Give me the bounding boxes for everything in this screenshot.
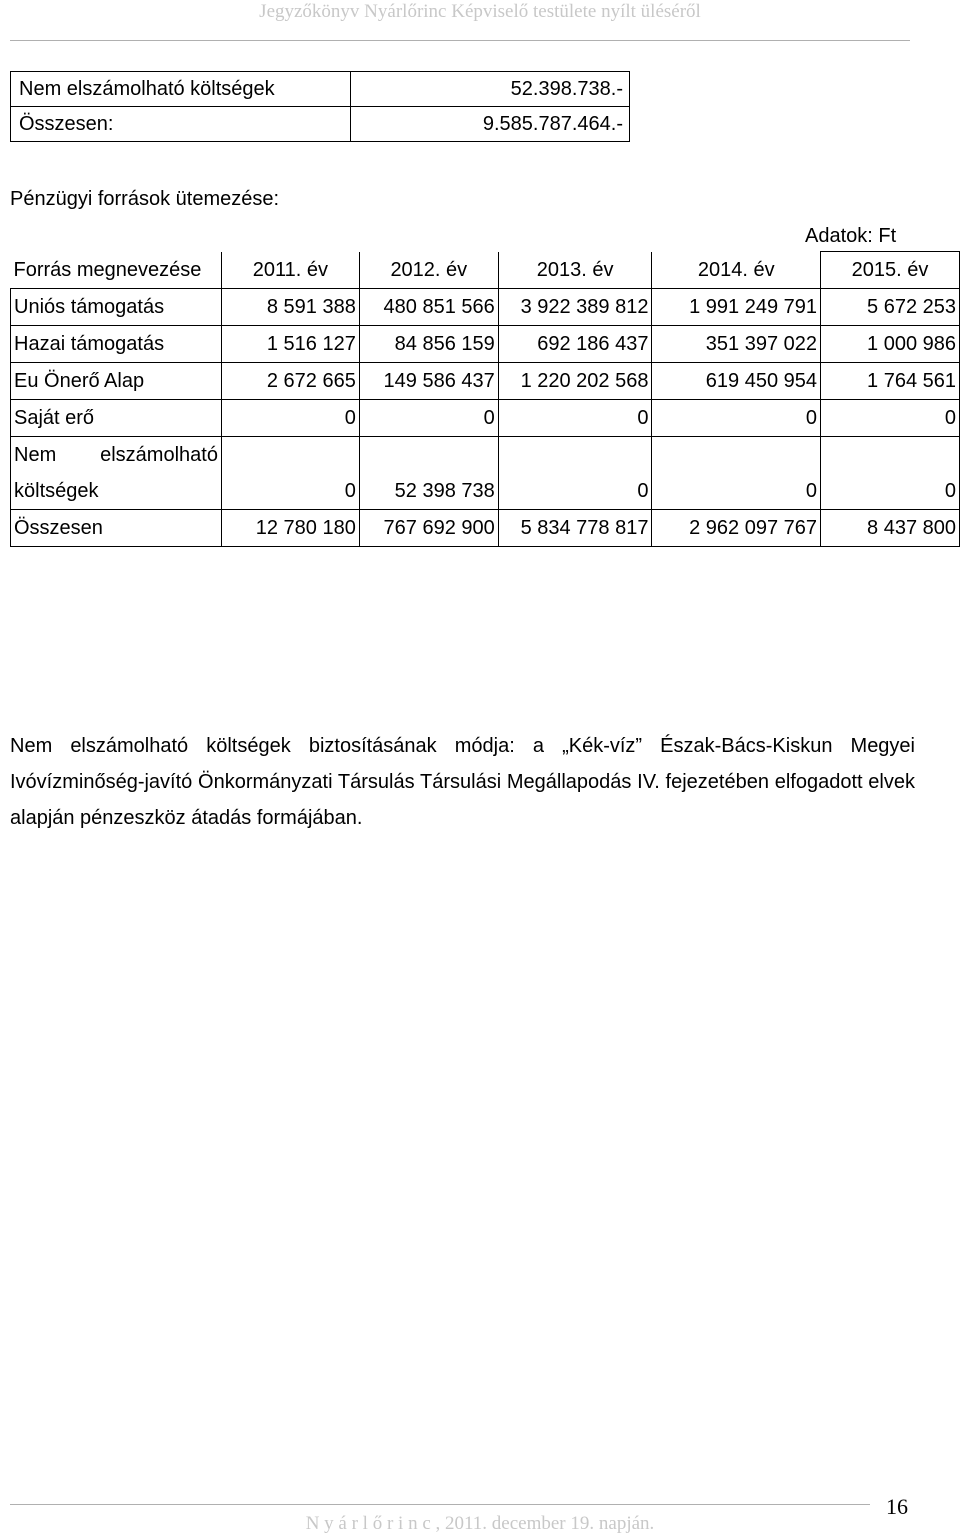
table-cell: 351 397 022: [652, 326, 821, 363]
column-header: 2012. év: [359, 252, 498, 289]
page-header: Jegyzőkönyv Nyárlőrinc Képviselő testülete nyílt üléséről: [259, 1, 701, 22]
table-cell: 1 764 561: [821, 363, 960, 400]
table-cell: 0: [221, 400, 359, 437]
page-footer: N y á r l ő r i n c , 2011. december 19. napján.: [305, 1513, 655, 1534]
table-cell: 84 856 159: [359, 326, 498, 363]
table-cell: 1 220 202 568: [498, 363, 652, 400]
table-row: [11, 289, 960, 326]
summary-value: 9.585.787.464.-: [351, 107, 630, 142]
table-cell: 692 186 437: [498, 326, 652, 363]
column-header: 2011. év: [221, 252, 359, 289]
section-title: Pénzügyi források ütemezése:: [10, 188, 280, 210]
row-label: Eu Önerő Alap: [11, 363, 222, 400]
footer-rule: [10, 1504, 870, 1505]
table-cell: 767 692 900: [359, 510, 498, 547]
table-cell: 0: [359, 400, 498, 437]
row-label: Összesen: [11, 510, 222, 547]
table-cell: 12 780 180: [221, 510, 359, 547]
summary-value: 52.398.738.-: [351, 72, 630, 107]
table-cell: 2 672 665: [221, 363, 359, 400]
funding-table: [10, 251, 960, 547]
table-row: [11, 72, 630, 107]
row-label: Uniós támogatás: [11, 289, 222, 326]
table-cell: 0: [652, 400, 821, 437]
summary-table: [10, 71, 630, 142]
table-row: [11, 107, 630, 142]
column-header: Forrás megnevezése: [11, 252, 222, 289]
table-cell: 5 672 253: [821, 289, 960, 326]
row-label: Hazai támogatás: [11, 326, 222, 363]
row-label: Nem elszámolható költségek: [11, 437, 222, 510]
column-header: 2013. év: [498, 252, 652, 289]
table-row: [11, 510, 960, 547]
table-cell: 1 516 127: [221, 326, 359, 363]
column-header: 2014. év: [652, 252, 821, 289]
table-cell: 5 834 778 817: [498, 510, 652, 547]
table-header-row: [11, 252, 960, 289]
summary-label: Nem elszámolható költségek: [11, 72, 351, 107]
table-cell: 0: [498, 400, 652, 437]
column-header: 2015. év: [821, 252, 960, 289]
table-row: [11, 363, 960, 400]
summary-label: Összesen:: [11, 107, 351, 142]
table-cell: 8 591 388: [221, 289, 359, 326]
table-cell: 619 450 954: [652, 363, 821, 400]
page-number: 16: [886, 1494, 908, 1519]
body-paragraph: Nem elszámolható költségek biztosításának módja: a „Kék-víz” Észak-Bács-Kiskun Megyei Ivóvízminőség-javító Önkormányzati Társulás Társulási Megállapodás IV. fejezetében elfogadott elvek alapján pénzeszköz átadás formájában.: [10, 735, 915, 829]
table-cell: 1 991 249 791: [652, 289, 821, 326]
units-note: Adatok: Ft: [805, 225, 897, 247]
table-cell: 2 962 097 767: [652, 510, 821, 547]
table-cell: 480 851 566: [359, 289, 498, 326]
table-cell: 149 586 437: [359, 363, 498, 400]
table-row: [11, 437, 960, 510]
table-cell: 1 000 986: [821, 326, 960, 363]
row-label: Saját erő: [11, 400, 222, 437]
table-cell: 8 437 800: [821, 510, 960, 547]
table-row: [11, 400, 960, 437]
table-cell: 0: [652, 437, 821, 510]
table-cell: 0: [221, 437, 359, 510]
table-cell: 0: [498, 437, 652, 510]
table-cell: 0: [821, 437, 960, 510]
table-cell: 0: [821, 400, 960, 437]
table-cell: 3 922 389 812: [498, 289, 652, 326]
header-rule: [10, 40, 910, 41]
table-cell: 52 398 738: [359, 437, 498, 510]
table-row: [11, 326, 960, 363]
